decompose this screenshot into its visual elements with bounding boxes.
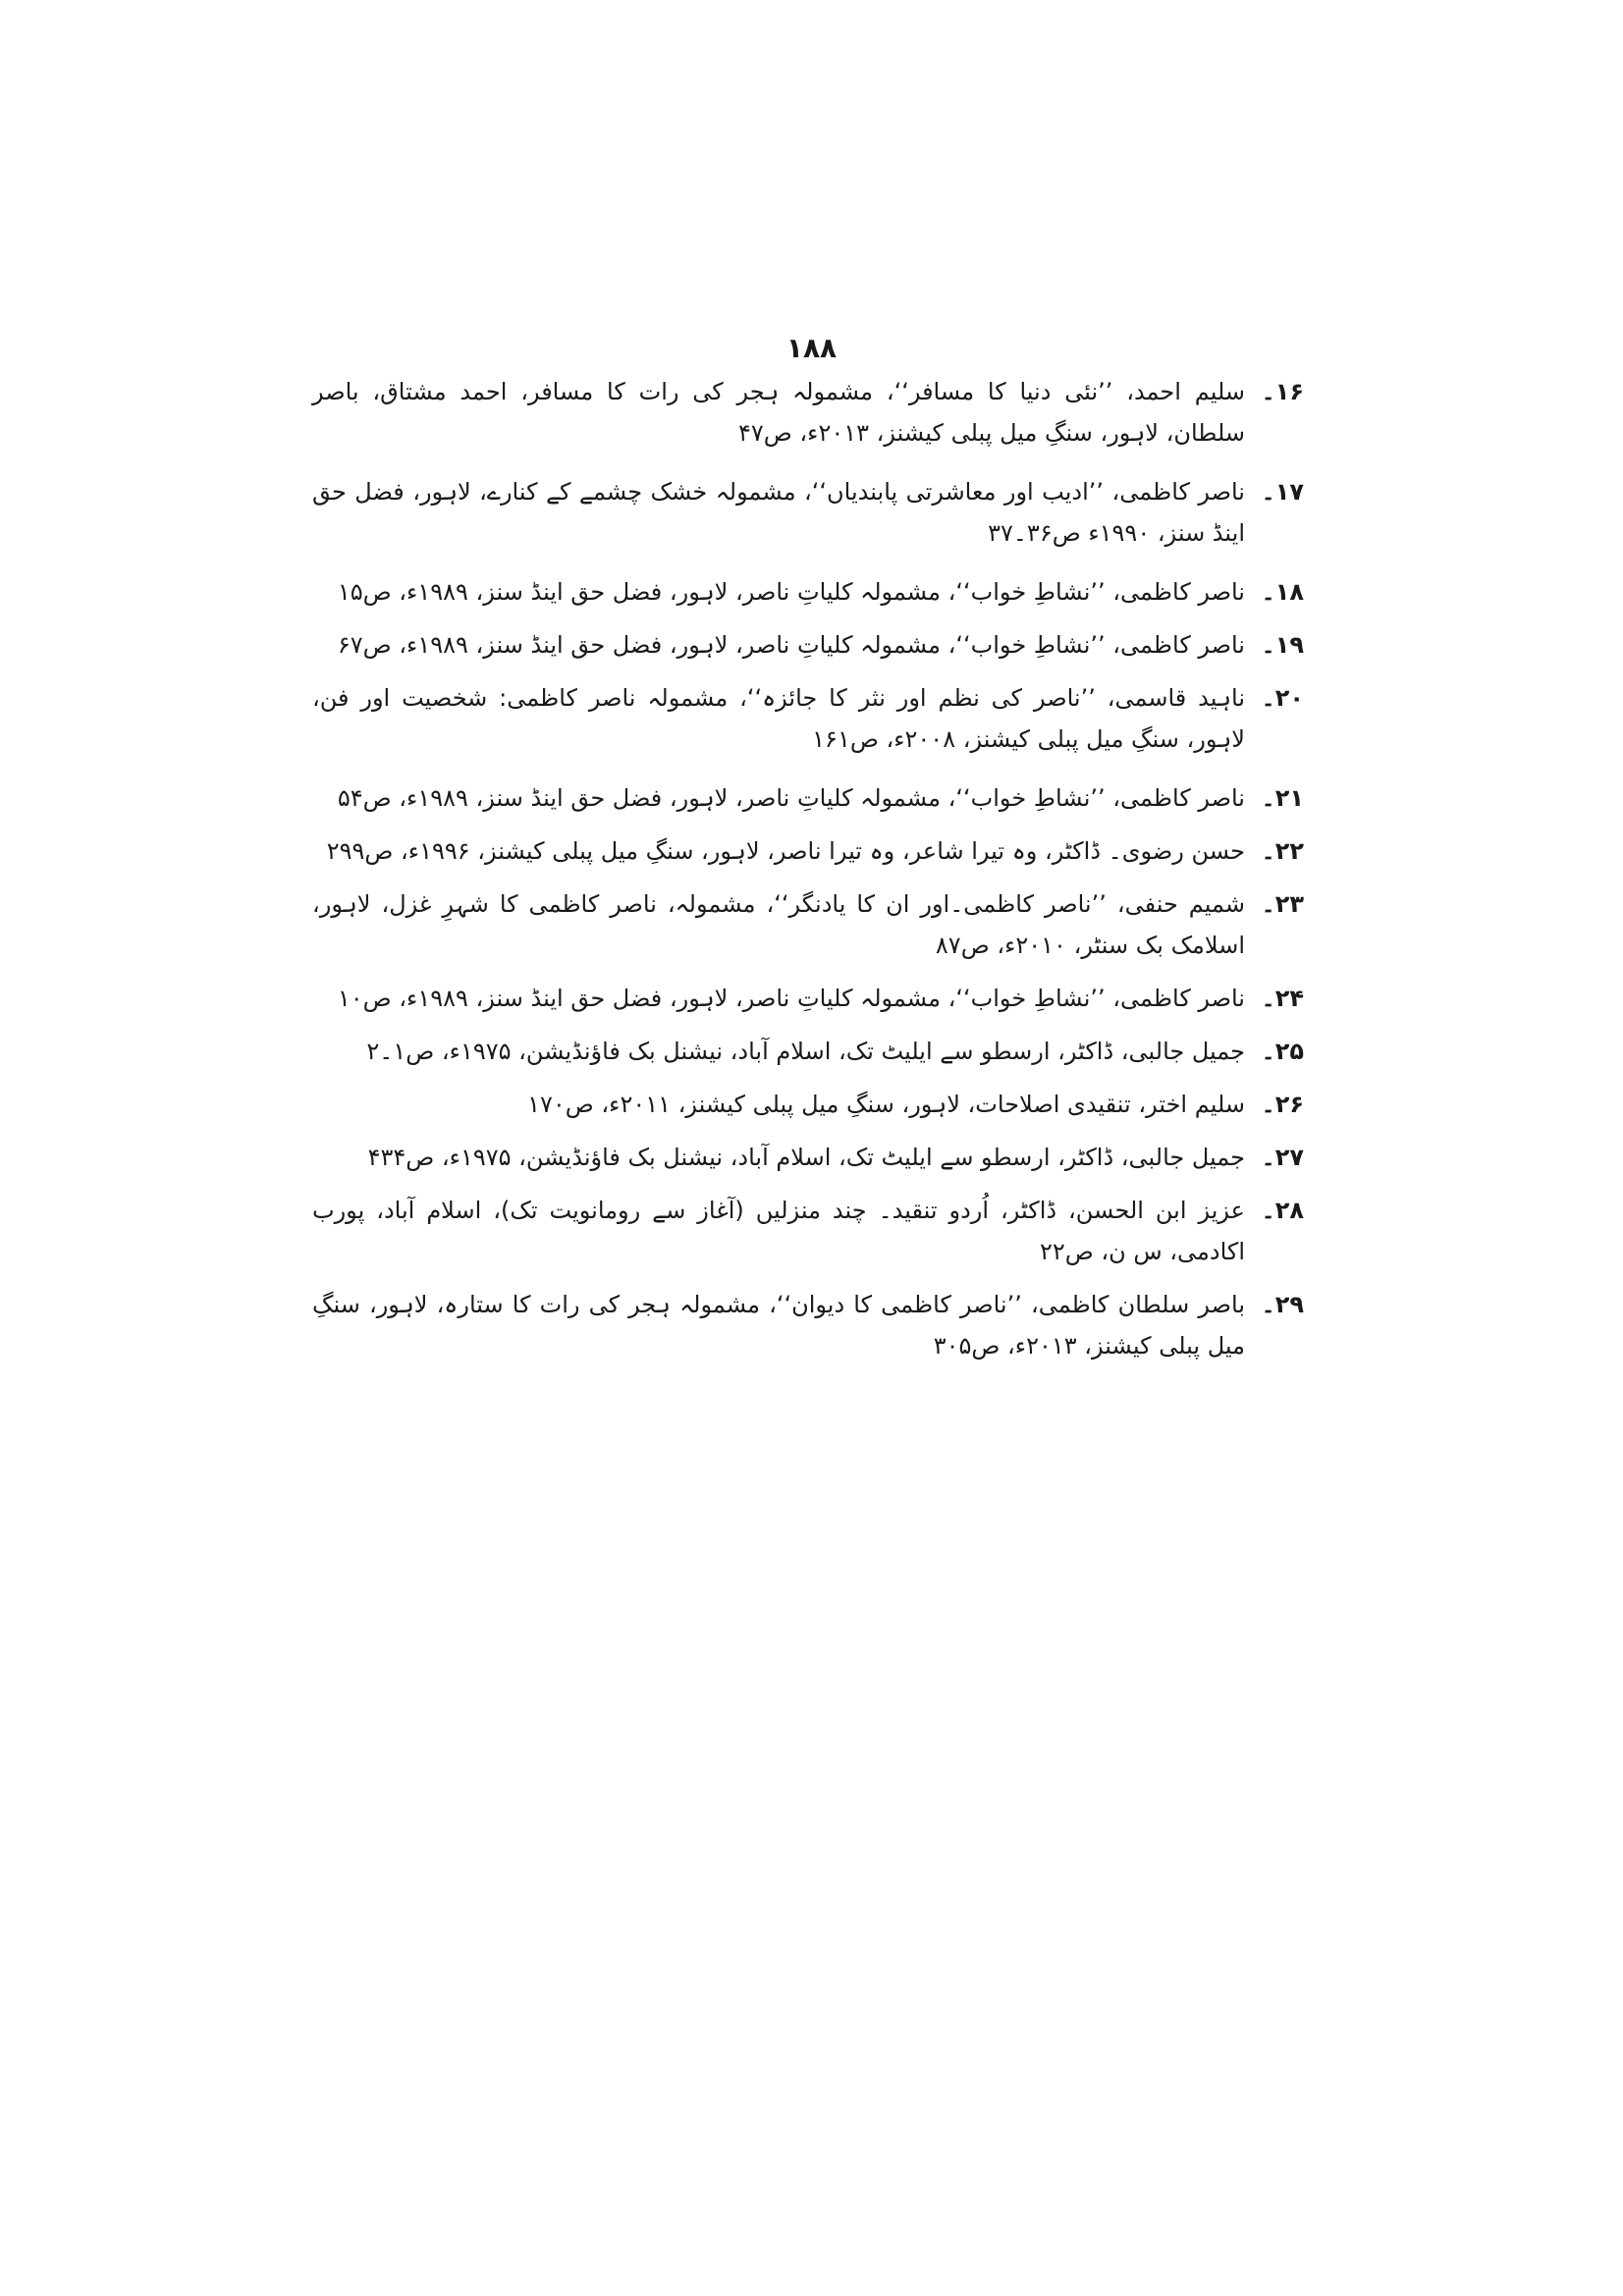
endnote-number: ۲۷۔ bbox=[1261, 1144, 1304, 1171]
endnote-number: ۲۲۔ bbox=[1261, 837, 1304, 865]
endnote bbox=[312, 1190, 1304, 1272]
endnote-text: حسن رضوی۔ ڈاکٹر، وہ تیرا شاعر، وہ تیرا ناصر، لاہور، سنگِ میل پبلی کیشنز، ۱۹۹۶ء، ص۲۹۹ bbox=[326, 837, 1245, 865]
page-number: ۱۸۸ bbox=[785, 332, 838, 364]
endnote-number: ۱۶۔ bbox=[1261, 378, 1304, 405]
endnote bbox=[312, 371, 1304, 454]
endnote bbox=[312, 1084, 1304, 1125]
endnotes-list bbox=[312, 371, 1304, 1378]
endnote-number: ۲۳۔ bbox=[1261, 890, 1304, 918]
endnote bbox=[312, 830, 1304, 872]
endnote bbox=[312, 883, 1304, 966]
endnote-text: سلیم احمد، ’’نئی دنیا کا مسافر‘‘، مشمولہ ہجر کی رات کا مسافر، احمد مشتاق، باصر سلطان، لاہور، سنگِ میل پبلی کیشنز، ۲۰۱۳ء، ص۴۷ bbox=[312, 378, 1245, 447]
endnote-text: ناصر کاظمی، ’’نشاطِ خواب‘‘، مشمولہ کلیاتِ ناصر، لاہور، فضل حق اینڈ سنز، ۱۹۸۹ء، ص۱۵ bbox=[337, 578, 1245, 606]
endnote bbox=[312, 777, 1304, 819]
endnote bbox=[312, 1284, 1304, 1366]
endnote-text: ناصر کاظمی، ’’نشاطِ خواب‘‘، مشمولہ کلیاتِ ناصر، لاہور، فضل حق اینڈ سنز، ۱۹۸۹ء، ص۱۰ bbox=[337, 985, 1245, 1012]
endnote-number: ۲۸۔ bbox=[1261, 1197, 1304, 1224]
endnote-number: ۱۷۔ bbox=[1261, 478, 1304, 506]
endnote-text: ناصر کاظمی، ’’نشاطِ خواب‘‘، مشمولہ کلیاتِ ناصر، لاہور، فضل حق اینڈ سنز، ۱۹۸۹ء، ص۵۴ bbox=[337, 784, 1245, 812]
endnote bbox=[312, 1137, 1304, 1178]
endnote-text: سلیم اختر، تنقیدی اصلاحات، لاہور، سنگِ میل پبلی کیشنز، ۲۰۱۱ء، ص۱۷۰ bbox=[527, 1091, 1245, 1118]
endnote-text: جمیل جالبی، ڈاکٹر، ارسطو سے ایلیٹ تک، اسلام آباد، نیشنل بک فاؤنڈیشن، ۱۹۷۵ء، ص۱۔۲ bbox=[366, 1038, 1245, 1065]
endnote bbox=[312, 571, 1304, 613]
endnote bbox=[312, 624, 1304, 666]
endnote-number: ۱۹۔ bbox=[1261, 631, 1304, 659]
endnote-number: ۲۶۔ bbox=[1261, 1091, 1304, 1118]
endnote bbox=[312, 471, 1304, 554]
endnote bbox=[312, 677, 1304, 760]
endnote-text: شمیم حنفی، ’’ناصر کاظمی۔اور ان کا یادنگر‘‘، مشمولہ، ناصر کاظمی کا شہرِ غزل، لاہور، اسلامک بک سنٹر، ۲۰۱۰ء، ص۸۷ bbox=[312, 890, 1245, 959]
endnote bbox=[312, 978, 1304, 1019]
endnote-text: باصر سلطان کاظمی، ’’ناصر کاظمی کا دیوان‘‘، مشمولہ ہجر کی رات کا ستارہ، لاہور، سنگِ میل پبلی کیشنز، ۲۰۱۳ء، ص۳۰۵ bbox=[312, 1291, 1245, 1360]
endnote-text: ناہید قاسمی، ’’ناصر کی نظم اور نثر کا جائزہ‘‘، مشمولہ ناصر کاظمی: شخصیت اور فن، لاہور، سنگِ میل پبلی کیشنز، ۲۰۰۸ء، ص۱۶۱ bbox=[312, 684, 1245, 753]
endnote-number: ۲۹۔ bbox=[1261, 1291, 1304, 1318]
endnote-text: عزیز ابن الحسن، ڈاکٹر، اُردو تنقید۔ چند منزلیں (آغاز سے رومانویت تک)، اسلام آباد، پورب اکادمی، س ن، ص۲۲ bbox=[312, 1197, 1245, 1265]
endnote-number: ۱۸۔ bbox=[1261, 578, 1304, 606]
endnote bbox=[312, 1031, 1304, 1072]
endnote-number: ۲۴۔ bbox=[1261, 985, 1304, 1012]
endnote-number: ۲۰۔ bbox=[1261, 684, 1304, 712]
endnote-number: ۲۵۔ bbox=[1261, 1038, 1304, 1065]
endnote-text: جمیل جالبی، ڈاکٹر، ارسطو سے ایلیٹ تک، اسلام آباد، نیشنل بک فاؤنڈیشن، ۱۹۷۵ء، ص۴۳۴ bbox=[367, 1144, 1245, 1171]
endnote-number: ۲۱۔ bbox=[1261, 784, 1304, 812]
endnote-text: ناصر کاظمی، ’’ادیب اور معاشرتی پابندیاں‘‘، مشمولہ خشک چشمے کے کنارے، لاہور، فضل حق اینڈ سنز، ۱۹۹۰ء ص۳۶۔۳۷ bbox=[312, 478, 1245, 547]
endnote-text: ناصر کاظمی، ’’نشاطِ خواب‘‘، مشمولہ کلیاتِ ناصر، لاہور، فضل حق اینڈ سنز، ۱۹۸۹ء، ص۶۷ bbox=[337, 631, 1245, 659]
